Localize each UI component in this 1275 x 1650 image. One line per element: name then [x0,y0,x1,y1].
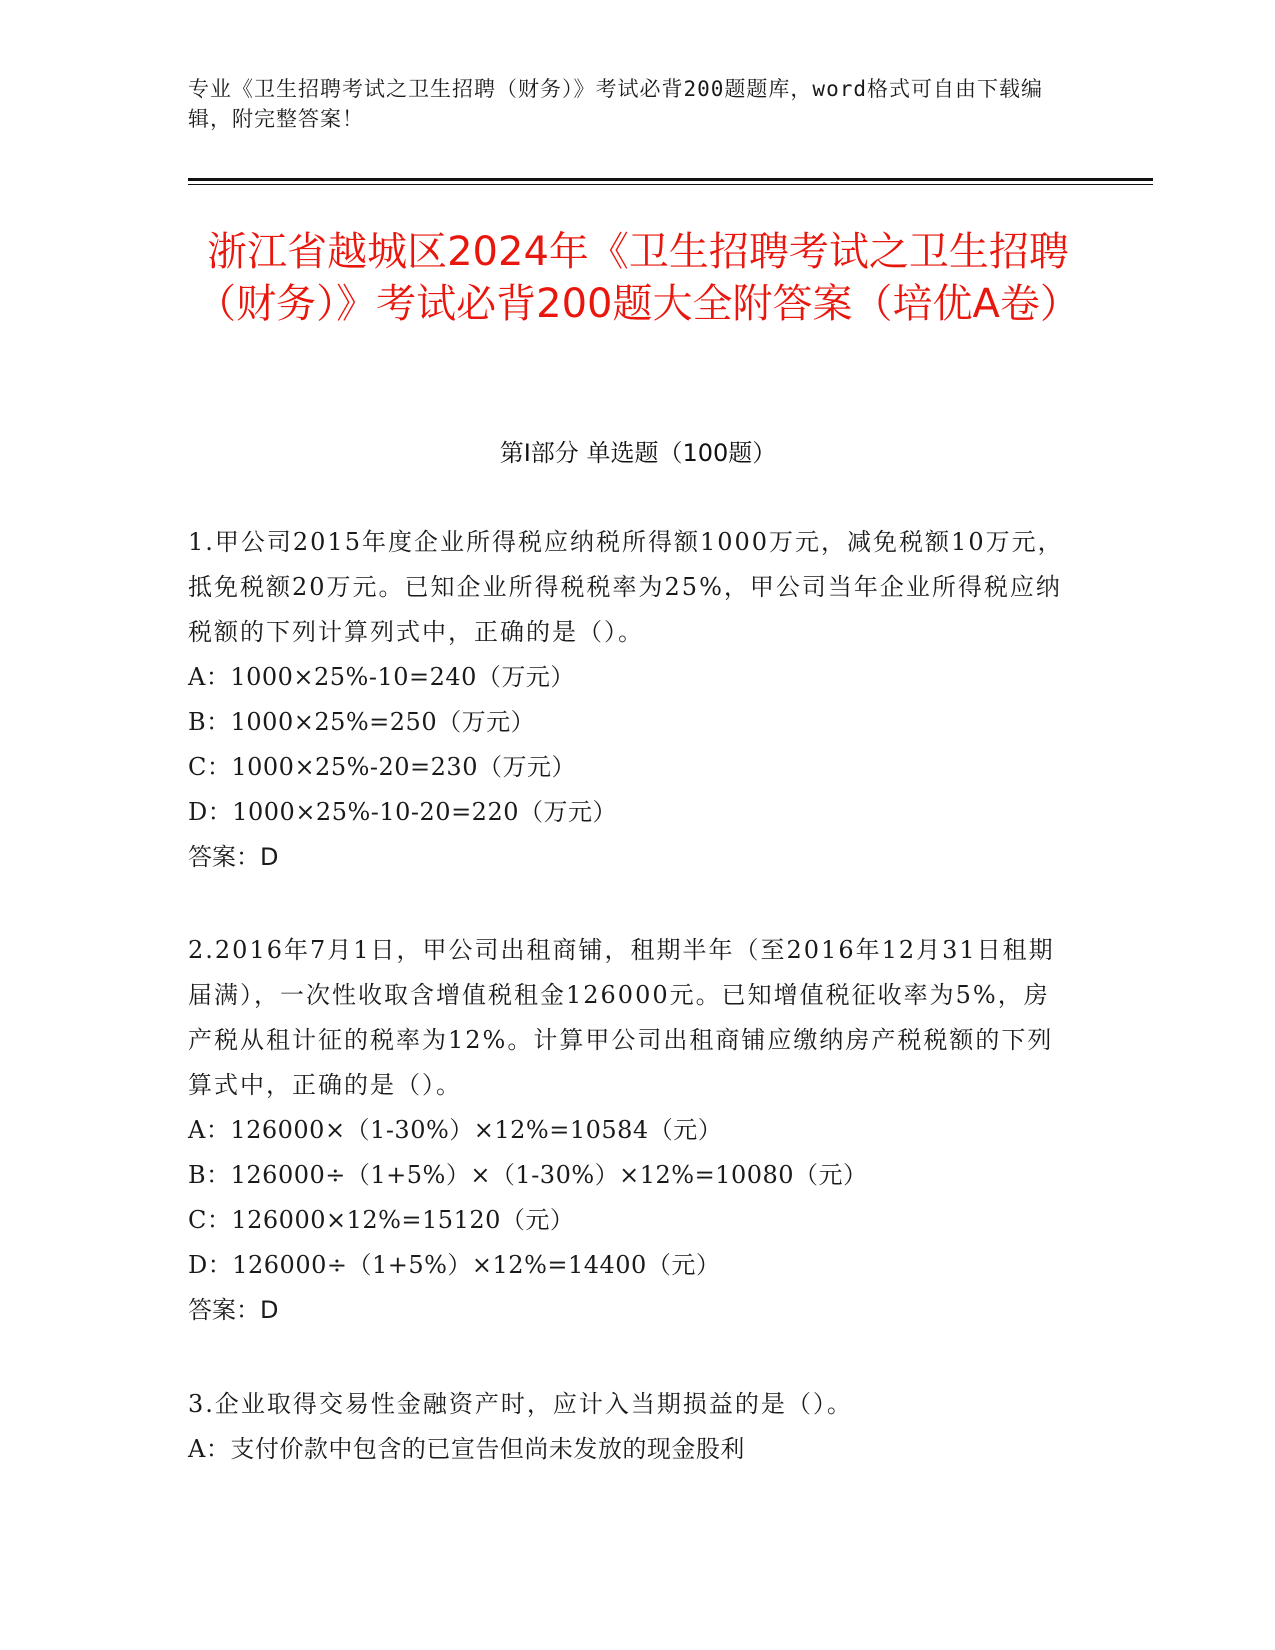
answer-line: 答案：D [188,1296,279,1324]
option-a: A：126000×（1-30%）×12%=10584（元） [188,1116,723,1144]
option-a: A：支付价款中包含的已宣告但尚未发放的现金股利 [188,1435,745,1463]
answer-line: 答案：D [188,843,279,871]
option-b: B：1000×25%=250（万元） [188,708,536,736]
question-stem: 3.企业取得交易性金融资产时，应计入当期损益的是（）。 [188,1390,853,1418]
question-3 [188,1382,1068,1472]
question-1 [188,520,1068,880]
question-2 [188,928,1068,1333]
option-b: B：126000÷（1+5%）×（1-30%）×12%=10080（元） [188,1161,868,1189]
document-title: 浙江省越城区2024年《卫生招聘考试之卫生招聘（财务）》考试必背200题大全附答案（培优A卷） [196,229,1080,327]
section-title: 第I部分 单选题（100题） [499,439,777,467]
header-note: 专业《卫生招聘考试之卫生招聘（财务）》考试必背200题题库，word格式可自由下载编辑，附完整答案！ [188,77,1043,131]
option-d: D：126000÷（1+5%）×12%=14400（元） [188,1251,721,1279]
option-c: C：126000×12%=15120（元） [188,1206,575,1234]
header-divider-thick [188,178,1153,181]
question-stem: 1.甲公司2015年度企业所得税应纳税所得额1000万元，减免税额10万元，抵免税额20万元。已知企业所得税税率为25%，甲公司当年企业所得税应纳税额的下列计算列式中，正确的是（）。 [188,528,1064,646]
option-d: D：1000×25%-10-20=220（万元） [188,798,617,826]
option-c: C：1000×25%-20=230（万元） [188,753,576,781]
question-stem: 2.2016年7月1日，甲公司出租商铺，租期半年（至2016年12月31日租期届满），一次性收取含增值税租金126000元。已知增值税征收率为5%，房产税从租计征的税率为12%。计算甲公司出租商铺应缴纳房产税税额的下列算式中，正确的是（）。 [188,936,1055,1099]
option-a: A：1000×25%-10=240（万元） [188,663,575,691]
header-divider-thin [188,184,1153,185]
